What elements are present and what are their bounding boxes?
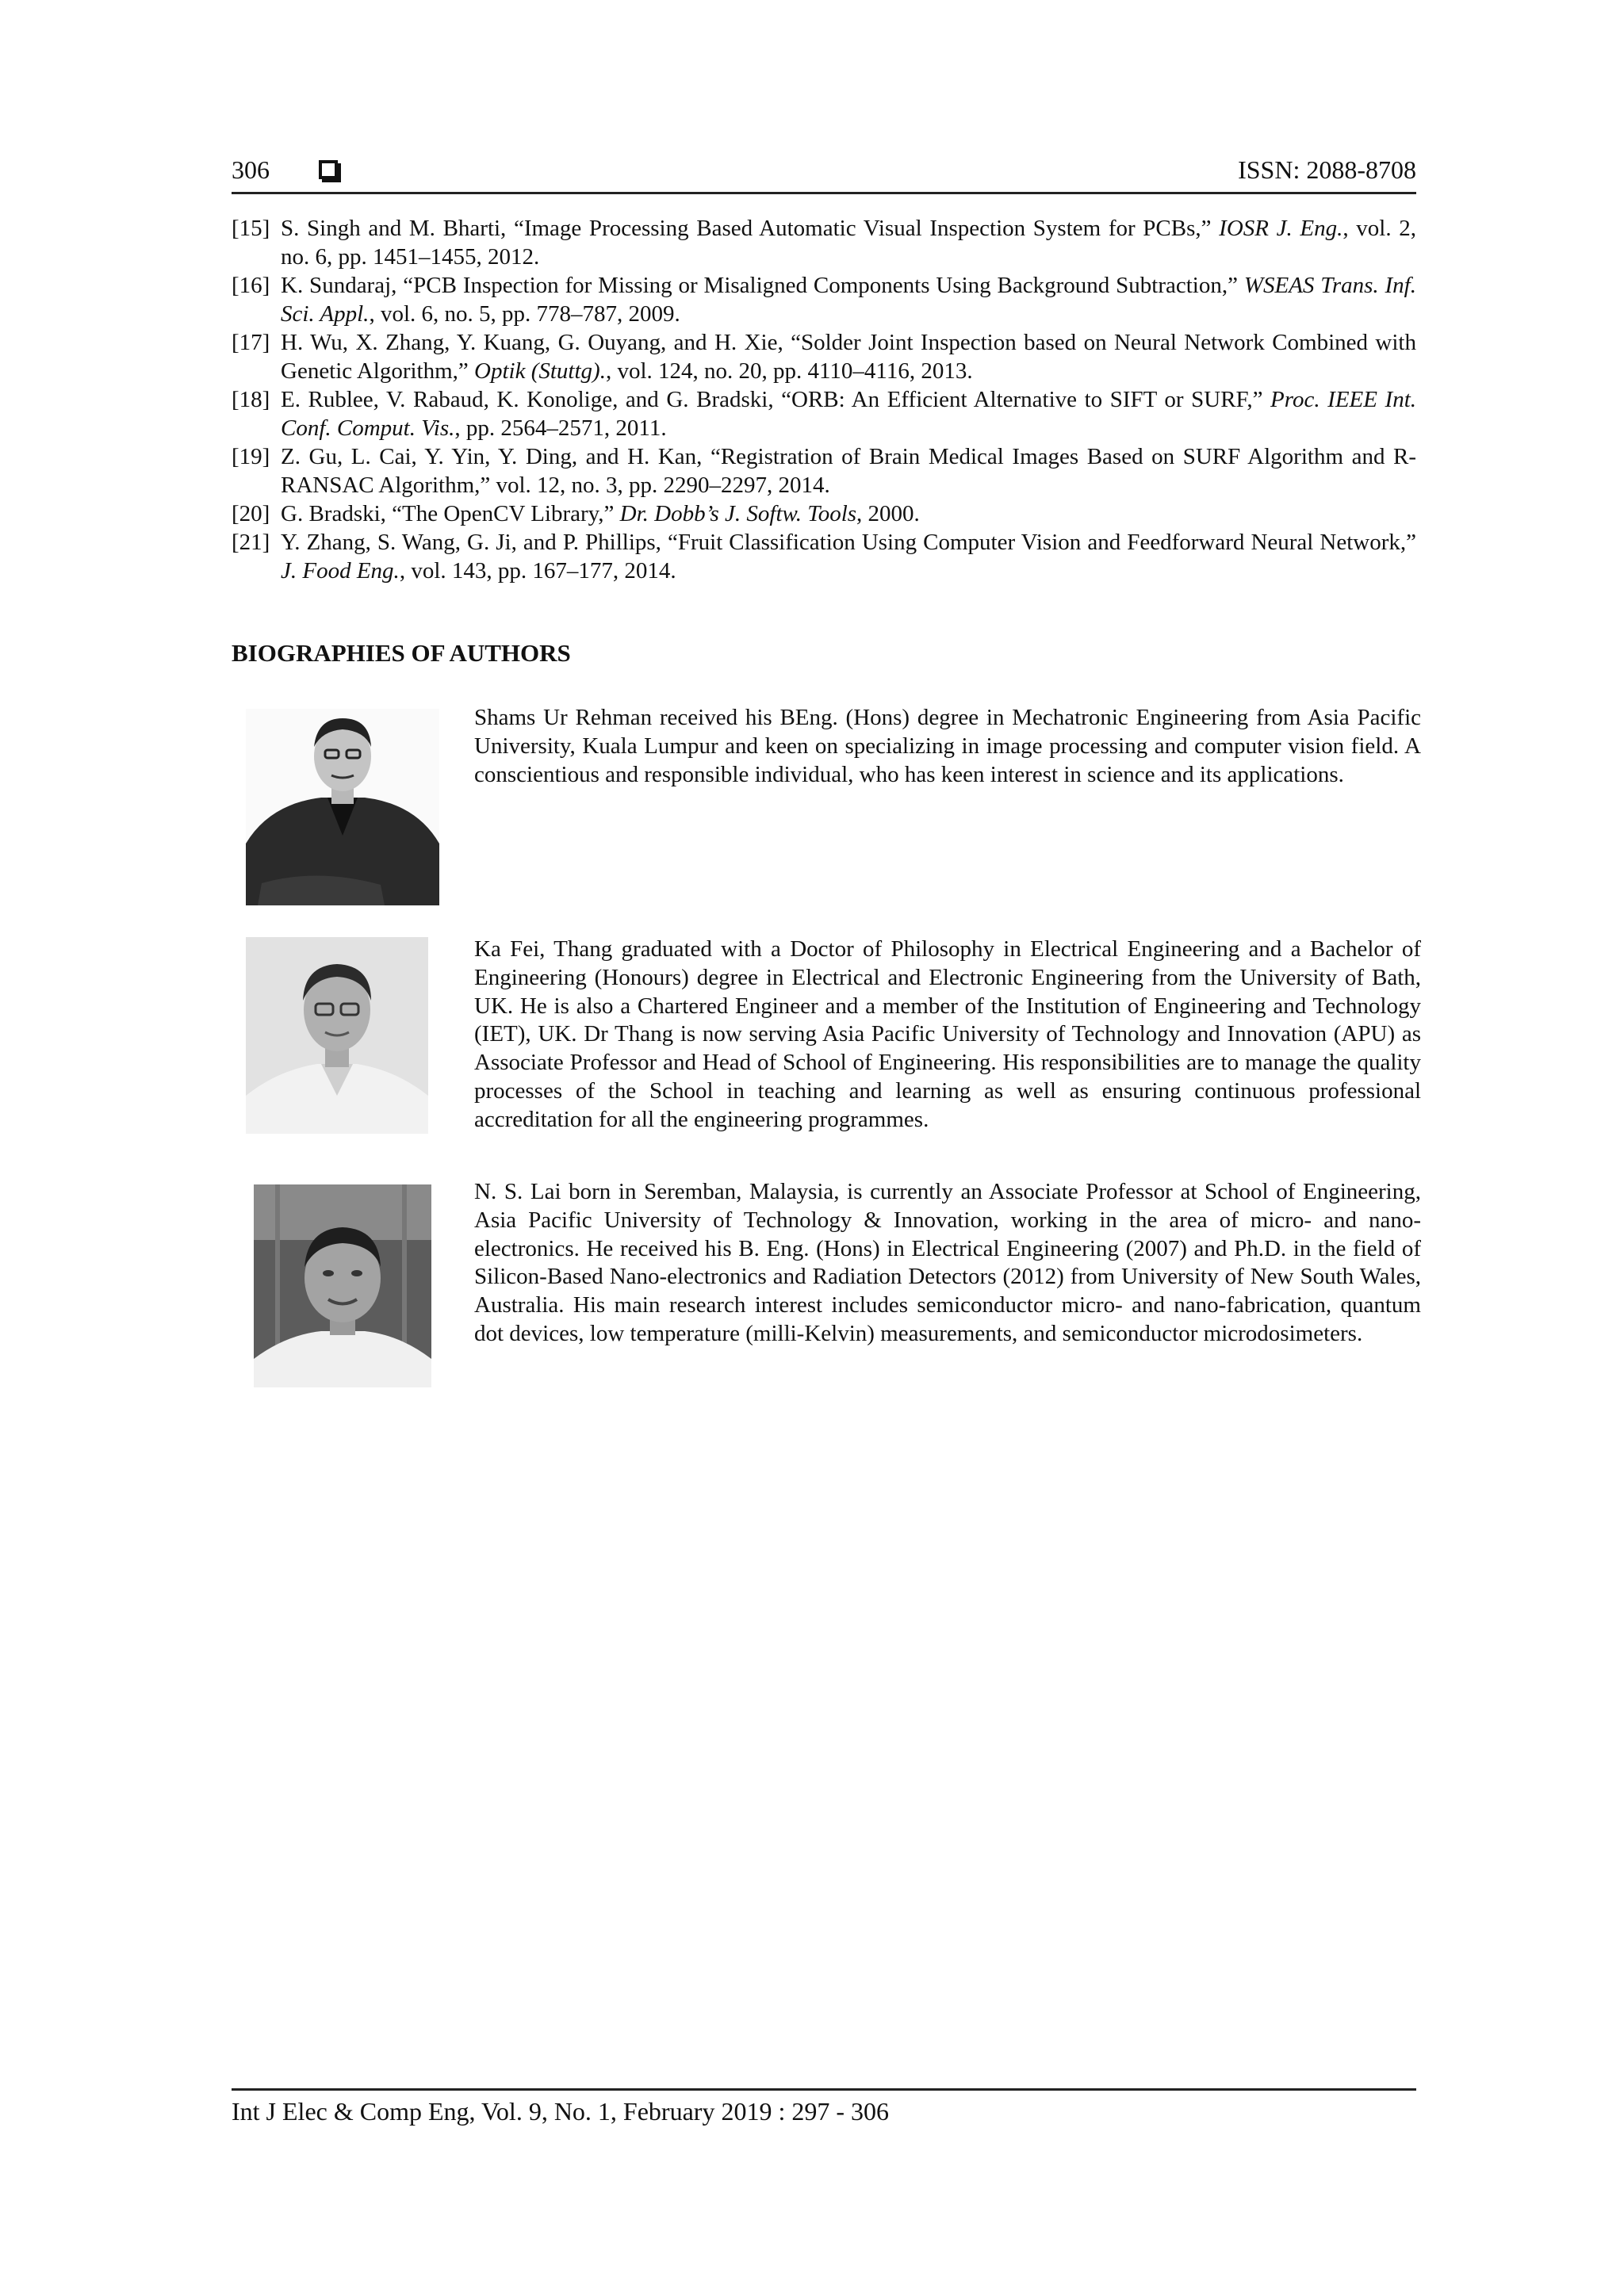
author-bio xyxy=(232,704,1421,912)
reference-item xyxy=(232,271,1416,328)
page-footer: Int J Elec & Comp Eng, Vol. 9, No. 1, February 2019 : 297 - 306 xyxy=(232,2088,1416,2126)
reference-number: [18] xyxy=(232,387,270,412)
reference-text: G. Bradski, “The OpenCV Library,” Dr. Dobb’s J. Softw. Tools, 2000. xyxy=(281,501,920,526)
author-photo xyxy=(246,937,428,1134)
reference-list xyxy=(232,214,1416,585)
reference-text: K. Sundaraj, “PCB Inspection for Missing or Misaligned Components Using Background Subtraction,” WSEAS Trans. Inf. Sci. Appl., vol. 6, no. 5, pp. 778–787, 2009. xyxy=(281,273,1416,327)
reference-item xyxy=(232,385,1416,442)
author-bio xyxy=(232,1178,1421,1392)
issn-label: ISSN: 2088-8708 xyxy=(1238,155,1416,184)
reference-number: [16] xyxy=(232,273,270,298)
reference-number: [21] xyxy=(232,530,270,555)
reference-number: [17] xyxy=(232,330,270,355)
reference-text: S. Singh and M. Bharti, “Image Processing Based Automatic Visual Inspection System for PCBs,” IOSR J. Eng., vol. 2, no. 6, pp. 1451–1455, 2012. xyxy=(281,216,1416,270)
author-bio-text: Shams Ur Rehman received his BEng. (Hons) degree in Mechatronic Engineering from Asia Pacific University, Kuala Lumpur and keen on specializing in image processing and computer vision field. A conscientious and responsible individual, who has keen interest in science and its applications. xyxy=(474,705,1421,787)
section-heading: BIOGRAPHIES OF AUTHORS xyxy=(232,639,571,667)
reference-text: H. Wu, X. Zhang, Y. Kuang, G. Ouyang, and H. Xie, “Solder Joint Inspection based on Neural Network Combined with Genetic Algorithm,” Optik (Stuttg)., vol. 124, no. 20, pp. 4110–4116, 2013. xyxy=(281,330,1416,384)
page-number: 306 xyxy=(232,155,270,184)
author-photo xyxy=(246,709,439,905)
reference-text: Z. Gu, L. Cai, Y. Yin, Y. Ding, and H. Kan, “Registration of Brain Medical Images Based on SURF Algorithm and R-RANSAC Algorithm,” vol. 12, no. 3, pp. 2290–2297, 2014. xyxy=(281,444,1416,498)
reference-item xyxy=(232,328,1416,385)
reference-item xyxy=(232,528,1416,585)
square-bullet-icon xyxy=(319,160,338,179)
author-bio-text: N. S. Lai born in Seremban, Malaysia, is currently an Associate Professor at School of Engineering, Asia Pacific University of Technology & Innovation, working in the area of micro- and nano-electronics. He received his B. Eng. (Hons) in Electrical Engineering (2007) and Ph.D. in the field of Silicon-Based Nano-electronics and Radiation Detectors (2012) from University of New South Wales, Australia. His main research interest includes semiconductor micro- and nano-fabrication, quantum dot devices, low temperature (milli-Kelvin) measurements, and semiconductor microdosimeters. xyxy=(474,1179,1421,1346)
author-bio xyxy=(232,936,1421,1142)
reference-text: E. Rublee, V. Rabaud, K. Konolige, and G. Bradski, “ORB: An Efficient Alternative to SIFT or SURF,” Proc. IEEE Int. Conf. Comput. Vis., pp. 2564–2571, 2011. xyxy=(281,387,1416,441)
reference-item xyxy=(232,499,1416,528)
reference-text: Y. Zhang, S. Wang, G. Ji, and P. Phillips, “Fruit Classification Using Computer Vision and Feedforward Neural Network,” J. Food Eng., vol. 143, pp. 167–177, 2014. xyxy=(281,530,1416,584)
page-header xyxy=(232,152,1416,194)
author-bio-text: Ka Fei, Thang graduated with a Doctor of Philosophy in Electrical Engineering and a Bachelor of Engineering (Honours) degree in Electrical and Electronic Engineering from the University of Bath, UK. He is also a Chartered Engineer and a member of the Institution of Engineering and Technology (IET), UK. Dr Thang is now serving Asia Pacific University of Technology and Innovation (APU) as Associate Professor and Head of School of Engineering. His responsibilities are to manage the quality processes of the School in teaching and learning as well as ensuring continuous professional accreditation for all the engineering programmes. xyxy=(474,936,1421,1132)
reference-number: [15] xyxy=(232,216,270,241)
reference-number: [19] xyxy=(232,444,270,469)
reference-item xyxy=(232,214,1416,271)
reference-number: [20] xyxy=(232,501,270,526)
reference-item xyxy=(232,442,1416,499)
author-photo xyxy=(254,1184,431,1387)
